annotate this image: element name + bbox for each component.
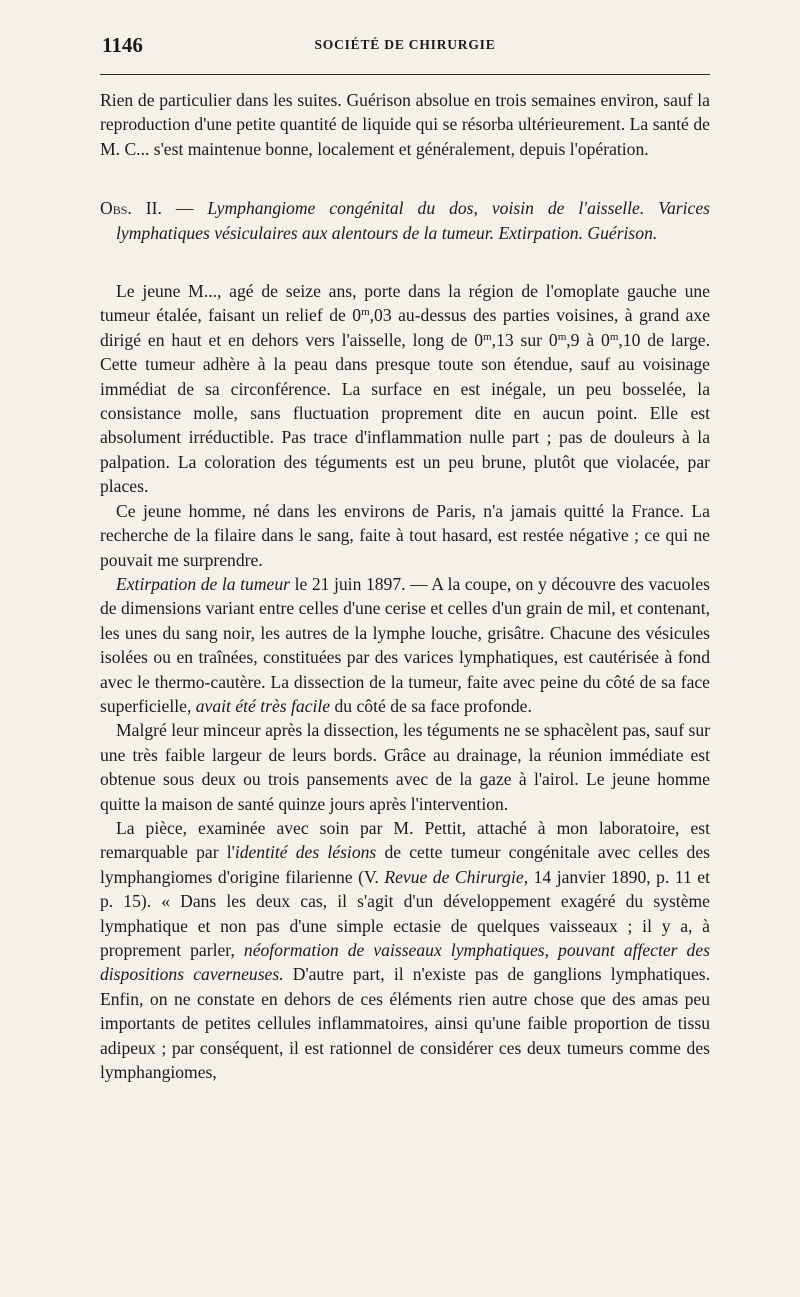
observation-dash: —	[161, 198, 208, 219]
text-span: ,13 sur 0	[491, 329, 558, 350]
running-head: SOCIÉTÉ DE CHIRURGIE	[314, 37, 496, 52]
text-span: D'autre part, il n'existe pas de ganglions lymphatiques. Enfin, on ne constate en dehors de ces éléments rien autre chose que des amas peu importants de petites cellules inflammatoires, ainsi qu'une faible proportion de tissu adipeux ; par conséquent, il est rationnel de considérer ces deux tumeurs comme des lymphangiomes,	[100, 964, 710, 1083]
italic-span: Revue de Chirurgie	[384, 866, 524, 887]
body-text	[100, 88, 710, 1084]
unit-superscript: m	[557, 330, 567, 343]
paragraph-description	[100, 279, 710, 499]
paragraph-filaire: Ce jeune homme, né dans les environs de Paris, n'a jamais quitté la France. La recherche de la filaire dans le sang, faite à tout hasard, est restée négative ; ce qui ne pouvait me surprendre.	[100, 500, 710, 570]
italic-span: néoformation de vaisseaux lymphatiques, pouvant affecter des dispositions caverneuses.	[100, 940, 710, 985]
observation-title: Lymphangiome congénital du dos, voisin de l'aisselle. Varices lymphatiques vésiculaires aux alentours de la tumeur. Extirpation. Guérison.	[116, 198, 710, 243]
unit-superscript: m	[609, 330, 619, 343]
unit-superscript: m	[361, 306, 370, 319]
page-number: 1146	[102, 33, 143, 57]
text-span: ,9 à 0	[566, 329, 610, 350]
text-span: le 21 juin 1897. — A la coupe, on y découvre des vacuoles de dimensions variant entre celles d'une cerise et celles d'un grain de mil, et contenant, les unes du sang noir, les autres de la lymphe louche, grisâtre. Chacune des vésicules isolées ou en traînées, constituées par des varices lymphatiques, est cautérisée à fond avec le thermo-cautère. La dissection de la tumeur, faite avec peine du côté de sa face superficielle,	[100, 573, 710, 716]
italic-span: Extirpation de la tumeur	[116, 573, 290, 594]
paragraph-suites: Rien de particulier dans les suites. Guérison absolue en trois semaines environ, sauf la reproduction d'une petite quantité de liquide qui se résorba ultérieurement. La santé de M. C... s'est maintenue bonne, localement et généralement, depuis l'opération.	[100, 90, 710, 159]
observation-heading	[100, 196, 710, 245]
text-span: ,10 de large. Cette tumeur adhère à la peau dans presque toute son étendue, sauf au voisinage immédiat de sa circonférence. La surface en est inégale, un peu bosselée, la consistance molle, sans fluctuation proprement dite en aucun point. Elle est absolument irréductible. Pas trace d'inflammation nulle part ; pas de douleurs à la palpation. La coloration des téguments est un peu brune, plutôt que violacée, par places.	[100, 329, 710, 497]
observation-label: Obs. II.	[100, 198, 162, 219]
italic-span: identité des lésions	[234, 842, 377, 863]
unit-superscript: m	[483, 330, 492, 343]
text-span: Le jeune M..., agé de seize ans, porte dans la région de l'omoplate gauche une tumeur étalée, faisant un relief de 0	[100, 281, 710, 326]
paragraph-dissection: Malgré leur minceur après la dissection, les téguments ne se sphacèlent pas, sauf sur une très faible largeur de leurs bords. Grâce au drainage, la réunion immédiate est obtenue sous deux ou trois pansements avec de la gaze à l'airol. Le jeune homme quitte la maison de santé quinze jours après l'intervention.	[100, 720, 710, 814]
header-rule	[100, 74, 710, 75]
text-span: de cette tumeur congénitale avec celles des lymphangiomes d'origine filarienne (V.	[100, 842, 710, 887]
text-span: , 14 janvier 1890, p. 11 et p. 15). « Dans les deux cas, il s'agit d'un développement exagéré du système lymphatique et non pas d'une simple ectasie de quelques vaisseaux ; il y a, à proprement parler,	[100, 866, 711, 960]
text-span: du côté de sa face profonde.	[330, 695, 532, 716]
text-span: La pièce, examinée avec soin par M. Pettit, attaché à mon laboratoire, est remarquable par l'	[100, 817, 710, 863]
paragraph-extirpation	[100, 572, 710, 718]
page-header	[100, 33, 710, 63]
italic-span: avait été très facile	[195, 695, 331, 716]
text-span: ,03 au-dessus des parties voisines, à grand axe dirigé en haut et en dehors vers l'aisselle, long de 0	[100, 305, 711, 350]
paragraph-piece	[100, 816, 710, 1084]
